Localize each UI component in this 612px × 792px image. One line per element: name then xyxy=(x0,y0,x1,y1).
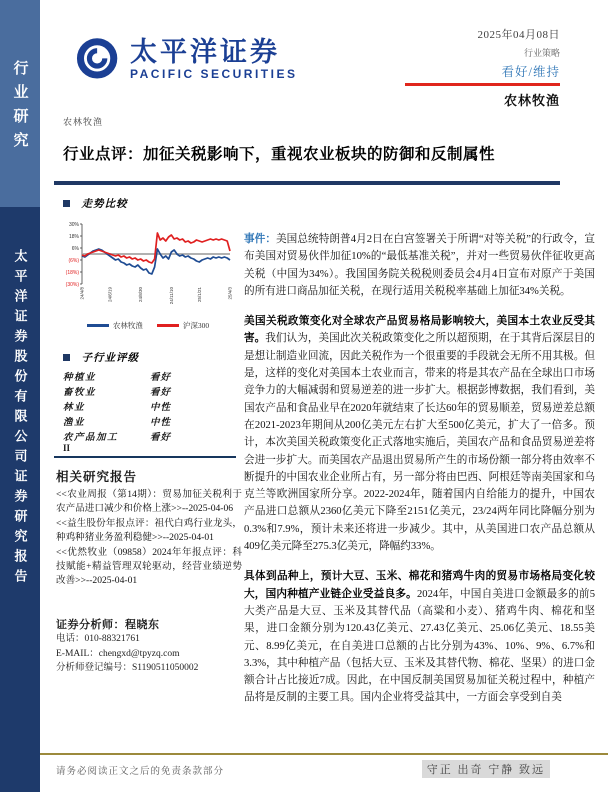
ratings-footnote: II xyxy=(63,443,71,453)
subindustry-name: 种植业 xyxy=(63,372,97,383)
pacific-securities-logo-icon xyxy=(60,20,124,98)
table-row xyxy=(63,398,238,413)
sidebar-section-company xyxy=(0,207,40,792)
footer-divider xyxy=(40,753,608,755)
left-column-divider xyxy=(54,456,236,458)
chart-legend xyxy=(58,320,238,331)
svg-text:24/4/8: 24/4/8 xyxy=(79,287,85,300)
report-type: 行业策略 xyxy=(523,48,560,58)
header-meta xyxy=(340,26,560,109)
industry-rating: 看好/维持 xyxy=(501,65,560,79)
svg-text:(6%): (6%) xyxy=(68,257,79,264)
table-row xyxy=(63,428,238,443)
legend-swatch-blue xyxy=(87,324,109,326)
svg-text:30%: 30% xyxy=(68,221,79,228)
svg-text:25/4/3: 25/4/3 xyxy=(227,287,233,300)
table-row xyxy=(63,383,238,398)
footer-disclaimer: 请务必阅读正文之后的免责条款部分 xyxy=(56,767,225,777)
event-label: 事件： xyxy=(244,234,277,245)
list-item: <<农业周报（第14期）：贸易加征关税利于农产品进口减少和价格上涨>>--2025-04-06 xyxy=(56,489,242,515)
svg-text:6%: 6% xyxy=(71,245,79,252)
legend-item-nonglinmuyu xyxy=(87,320,143,331)
event-paragraph xyxy=(244,231,595,300)
svg-text:25/1/21: 25/1/21 xyxy=(196,287,202,303)
related-reports-list xyxy=(56,488,242,589)
list-item: <<益生股份年报点评：祖代白鸡行业龙头，种鸡种猪业务盈利稳健>>--2025-04-01 xyxy=(56,517,242,544)
title-divider-bar xyxy=(54,181,560,185)
paragraph-text: 2024年，中国自美进口金额最多的前5大类产品是大豆、玉米及其替代品（高粱和小麦）、猪鸡牛肉、棉花和坚果，进口金额分别为120.43亿美元、27.43亿美元、25.06亿美元、18.55美元、8.99亿美元，在自美进口总额的占比分别为43%、10%、9%、6.7%和3.3%，其中种植产品（包括大豆、玉米及其替代物、棉花、坚果）的进口金额合计占比接近7成。因此，在中国反制美国贸易加征关税过程中，种植产品将是反制的主要工具。国内企业将受益其中，一方面会享受到自美 xyxy=(244,588,595,704)
section-subindustry-rating xyxy=(63,350,139,365)
trend-chart xyxy=(58,220,238,318)
section-trend-comparison xyxy=(63,196,128,211)
svg-text:18%: 18% xyxy=(68,233,79,240)
subindustry-rating: 看好 xyxy=(150,432,172,443)
analyst-phone: 电话：010-88321761 xyxy=(56,634,140,644)
legend-item-hs300 xyxy=(157,320,209,331)
table-row xyxy=(63,413,238,428)
logo-blue-ring xyxy=(80,42,113,75)
sidebar-industry-research-label: 行业研究 xyxy=(11,60,28,156)
brand-logo xyxy=(60,20,297,98)
svg-text:24/11/10: 24/11/10 xyxy=(168,287,174,305)
rating-underline xyxy=(405,83,560,86)
analysis-paragraph-2 xyxy=(244,568,595,706)
trend-section-title: 走势比较 xyxy=(81,199,128,210)
left-sidebar xyxy=(0,0,40,792)
subindustry-name: 渔业 xyxy=(63,417,86,428)
svg-text:24/6/19: 24/6/19 xyxy=(107,287,113,303)
table-row xyxy=(63,368,238,383)
analyst-registration: 分析师登记编号：S1190511050002 xyxy=(56,663,199,673)
brand-name-cn: 太平洋证券 xyxy=(130,37,280,67)
related-reports-title: 相关研究报告 xyxy=(56,470,138,484)
sidebar-company-label: 太平洋证券股份有限公司证券研究报告 xyxy=(12,249,28,589)
square-bullet-icon xyxy=(63,200,70,207)
trend-chart-container xyxy=(58,220,238,318)
analyst-name: 证券分析师：程晓东 xyxy=(56,619,160,631)
svg-text:(18%): (18%) xyxy=(65,269,79,276)
report-date: 2025年04月08日 xyxy=(477,29,560,41)
report-body xyxy=(244,231,595,746)
subindustry-rating: 中性 xyxy=(150,417,172,428)
analysis-paragraph-1 xyxy=(244,313,595,555)
subindustry-name: 农产品加工 xyxy=(63,432,119,443)
brand-name-en: PACIFIC SECURITIES xyxy=(130,67,298,81)
square-bullet-icon xyxy=(63,354,70,361)
industry-name: 农林牧渔 xyxy=(503,93,560,108)
svg-text:(30%): (30%) xyxy=(65,281,79,288)
subindustry-rating: 看好 xyxy=(150,387,172,398)
sidebar-section-industry-research xyxy=(0,0,40,207)
paragraph-text: 我们认为，美国此次关税政策变化之所以超预期，在于其背后深层目的是想让制造业回流，因此关税作为一个很重要的手段就会无所不用其极。但是，这样的变化对美国本土农业而言，带来的将是其农产品在全球出口市场竞争力的大幅减弱和贸易逆差的进一步扩大。根据彭博数据，我们看到，美国农产品和食品业早在2020年就结束了长达60年的贸易顺差，贸易逆差总额在2021-2023年期间从200亿美元左右扩大至500亿美元，扩大了一倍多。预计，本次美国关税政策变化正式落地实施后，美国农产品和食品贸易逆差将会进一步扩大。而美国农产品退出贸易所产生的市场份额一部分将由效率不断提升的中国农业企业所占有，另一部分将由巴西、阿根廷等南美国家和乌克兰等欧洲国家所分享。2022-2024年，随着国内自给能力的提升，中国农产品进口总额从2360亿美元下降至2151亿美元，23/24两年同比降幅分别为0.3%和7.9%，预计未来还将进一步减少。其中，从美国进口农产品总额从409亿美元降至275.3亿美元，降幅约33%。 xyxy=(244,333,595,553)
subindustry-name: 林业 xyxy=(63,402,86,413)
subindustry-rating: 看好 xyxy=(150,372,172,383)
subindustry-rating-table xyxy=(63,368,238,443)
legend-label: 农林牧渔 xyxy=(112,321,143,330)
analyst-block xyxy=(56,616,246,676)
subindustry-rating: 中性 xyxy=(150,402,172,413)
paragraph-lead: 具体到品种上，预计大豆、玉米、棉花和猪鸡牛肉的贸易市场格局变化较大，国内种植产业链企业受益良多。 xyxy=(244,571,595,600)
event-text: 美国总统特朗普4月2日在白宫签署关于所谓“对等关税”的行政令，宣布美国对贸易伙伴加征10%的“最低基准关税”，并对一些贸易伙伴征收更高关税（中国为34%）。我国国务院关税税则委员会4月4日宣布对原产于美国的所有进口商品加征关税，在现行适用关税税率基础上加征34%关税。 xyxy=(244,234,595,297)
legend-swatch-red xyxy=(157,324,179,326)
rating-section-title: 子行业评级 xyxy=(81,353,139,364)
svg-text:24/8/30: 24/8/30 xyxy=(138,287,144,303)
list-item: <<优然牧业（09858）2024年年报点评：科技赋能+精益管理双轮驱动，经营业绩逆势改善>>--2025-04-01 xyxy=(56,546,242,587)
industry-name-small: 农林牧渔 xyxy=(63,117,104,127)
subindustry-name: 畜牧业 xyxy=(63,387,97,398)
analyst-email: E-MAIL：chengxd@tpyzq.com xyxy=(56,648,180,659)
footer-motto: 守正 出奇 宁静 致远 xyxy=(422,760,550,778)
paragraph-lead: 美国关税政策变化对全球农产品贸易格局影响较大，美国本土农业反受其害。 xyxy=(244,316,595,345)
report-title: 行业点评：加征关税影响下，重视农业板块的防御和反制属性 xyxy=(63,146,496,163)
legend-label: 沪深300 xyxy=(182,321,210,330)
brand-text xyxy=(130,37,297,81)
